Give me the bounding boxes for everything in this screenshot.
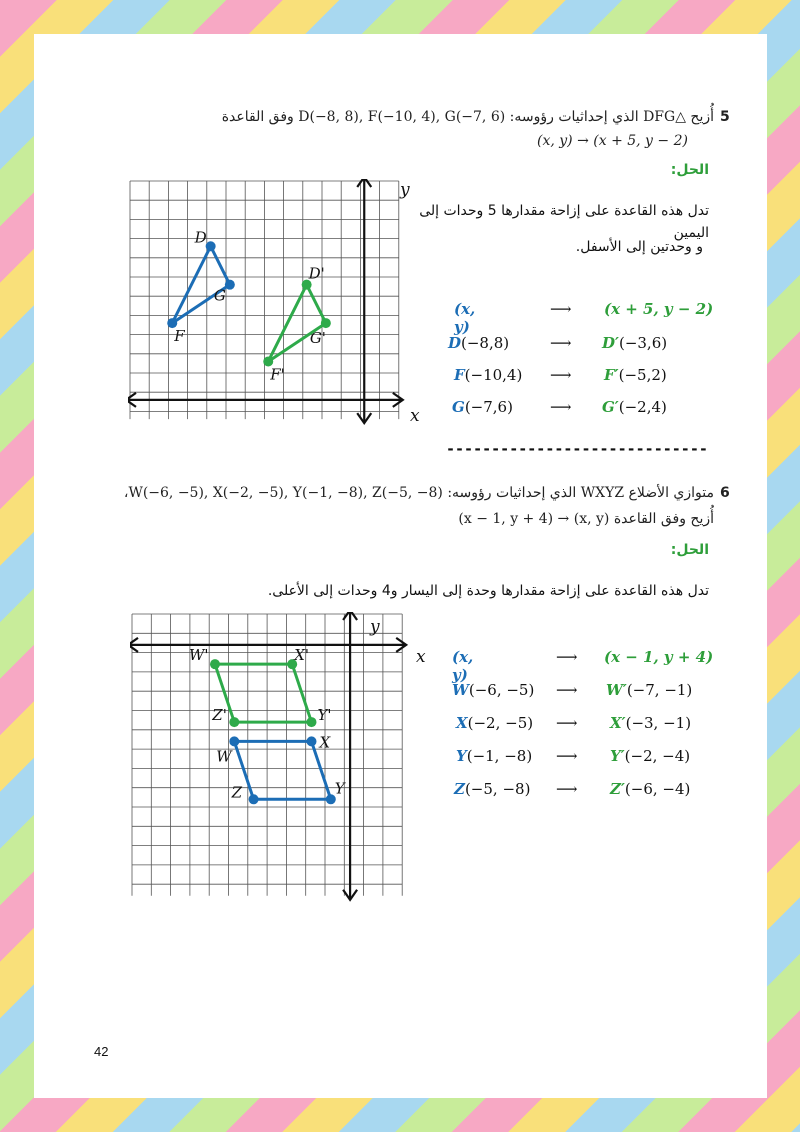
- arrow-glyph: ⟶: [556, 681, 578, 699]
- problem-6-solution-label: الحل:: [670, 542, 709, 558]
- x-axis-label: x: [416, 647, 426, 667]
- vertex-label-w: W: [216, 747, 232, 766]
- point-name: Y: [456, 747, 467, 765]
- arrow-glyph: ⟶: [556, 747, 578, 765]
- problem-6-coordinate-graph: [130, 612, 442, 902]
- problem-5-description-2: و وحدتين إلى الأسفل.: [575, 239, 703, 255]
- image-point-name: Z′: [610, 780, 625, 798]
- image-point-name: D′: [602, 334, 619, 352]
- problem-5-description-1: تدل هذه القاعدة على إزاحة مقدارها 5 وحدات إلى اليمين: [419, 203, 709, 241]
- problem-5-solution-label: الحل:: [670, 162, 709, 178]
- mapping-header-to: (x − 1, y + 4): [604, 648, 714, 666]
- vertex-label-g: G: [213, 286, 226, 305]
- mapping-header-from: (x, y): [452, 648, 474, 684]
- arrow-glyph: ⟶: [550, 398, 572, 416]
- point-name: F: [454, 366, 465, 384]
- vertex-label-x: X: [319, 733, 331, 752]
- vertex-label-z-prime: Z': [212, 706, 227, 725]
- point-coords: (−5, −8): [464, 780, 531, 798]
- image-point-coords: (−7, −1): [626, 681, 693, 699]
- problem-6-statement: [104, 482, 714, 504]
- problem-5-statement: [154, 106, 714, 128]
- vertex-label-y: Y: [334, 779, 345, 798]
- page-number: 42: [94, 1044, 109, 1059]
- point-name: Z: [454, 780, 465, 798]
- original-vertex-x: [306, 736, 316, 746]
- arrow-glyph: ⟶: [556, 780, 578, 798]
- image-point-name: Y′: [610, 747, 625, 765]
- arrow-glyph: ⟶: [550, 334, 572, 352]
- point-coords: (−1, −8): [466, 747, 533, 765]
- vertex-label-f: F: [174, 327, 185, 346]
- vertex-label-z: Z: [231, 783, 243, 802]
- section-separator: -----------------------------: [446, 440, 708, 458]
- point-coords: (−10,4): [464, 366, 523, 384]
- original-vertex-g: [225, 280, 235, 290]
- image-point-name: G′: [602, 398, 619, 416]
- point-coords: (−2, −5): [467, 714, 534, 732]
- vertex-label-w-prime: W': [188, 646, 209, 665]
- vertex-label-d-prime: D': [308, 264, 325, 283]
- grid-lines: [132, 614, 402, 896]
- problem-6-number: 6: [720, 485, 730, 501]
- point-name: G: [452, 398, 465, 416]
- image-point-coords: (−2, −4): [624, 747, 691, 765]
- arrow-glyph: ⟶: [556, 714, 578, 732]
- problem-5-number: 5: [720, 109, 730, 125]
- image-shape: [215, 664, 312, 722]
- point-name: W: [452, 681, 469, 699]
- mapping-header-to: (x + 5, y − 2): [604, 300, 714, 318]
- vertex-label-f-prime: F': [270, 365, 285, 384]
- grid-lines: [130, 181, 399, 419]
- image-point-coords: (−6, −4): [624, 780, 691, 798]
- image-vertex-y-prime: [306, 717, 316, 727]
- problem-6-mapping-table: [446, 648, 746, 818]
- image-point-coords: (−5,2): [618, 366, 667, 384]
- problem-5-text: أُزيح △DFG الذي إحداثيات رؤوسه: D(−8, 8), F(−10, 4), G(−7, 6) وفق القاعدة: [221, 109, 714, 125]
- original-vertex-d: [206, 241, 216, 251]
- point-coords: (−8,8): [461, 334, 510, 352]
- problem-6-text-2: أُزيح وفق القاعدة (x, y) → (x − 1, y + 4): [458, 511, 714, 527]
- point-name: D: [448, 334, 462, 352]
- image-point-coords: (−2,4): [618, 398, 667, 416]
- problem-5-mapping-table: [446, 300, 746, 430]
- vertex-label-x-prime: X': [294, 646, 310, 665]
- original-shape: [234, 741, 330, 799]
- image-point-coords: (−3, −1): [625, 714, 692, 732]
- vertex-label-y-prime: Y': [317, 706, 332, 725]
- vertex-label-g-prime: G': [309, 329, 326, 348]
- y-axis-label: y: [400, 180, 410, 200]
- arrow-glyph: ⟶: [556, 648, 578, 666]
- image-point-name: X′: [610, 714, 626, 732]
- image-point-name: W′: [606, 681, 627, 699]
- image-vertex-z-prime: [229, 717, 239, 727]
- arrow-glyph: ⟶: [550, 366, 572, 384]
- point-coords: (−7,6): [464, 398, 513, 416]
- original-vertex-w: [229, 736, 239, 746]
- image-vertex-g-prime: [321, 318, 331, 328]
- arrow-glyph: ⟶: [550, 300, 572, 318]
- mapping-header-from: (x, y): [454, 300, 476, 336]
- point-name: X: [456, 714, 468, 732]
- vertex-label-d: D: [194, 228, 207, 247]
- x-axis-label: x: [410, 406, 420, 426]
- worksheet-page: [34, 34, 767, 1098]
- problem-5-rule: (x, y) → (x + 5, y − 2): [537, 133, 688, 149]
- problem-6-text-1: متوازي الأضلاع WXYZ الذي إحداثيات رؤوسه: W(−6, −5), X(−2, −5), Y(−1, −8), Z(−5, −8)،: [123, 485, 714, 501]
- original-vertex-z: [249, 794, 259, 804]
- image-point-coords: (−3,6): [618, 334, 668, 352]
- image-vertex-w-prime: [210, 659, 220, 669]
- problem-6-description: تدل هذه القاعدة على إزاحة مقدارها وحدة إلى اليسار و4 وحدات إلى الأعلى.: [267, 583, 709, 599]
- problem-5-coordinate-graph: [128, 179, 440, 429]
- image-point-name: F′: [604, 366, 619, 384]
- point-coords: (−6, −5): [468, 681, 535, 699]
- y-axis-label: y: [370, 617, 380, 637]
